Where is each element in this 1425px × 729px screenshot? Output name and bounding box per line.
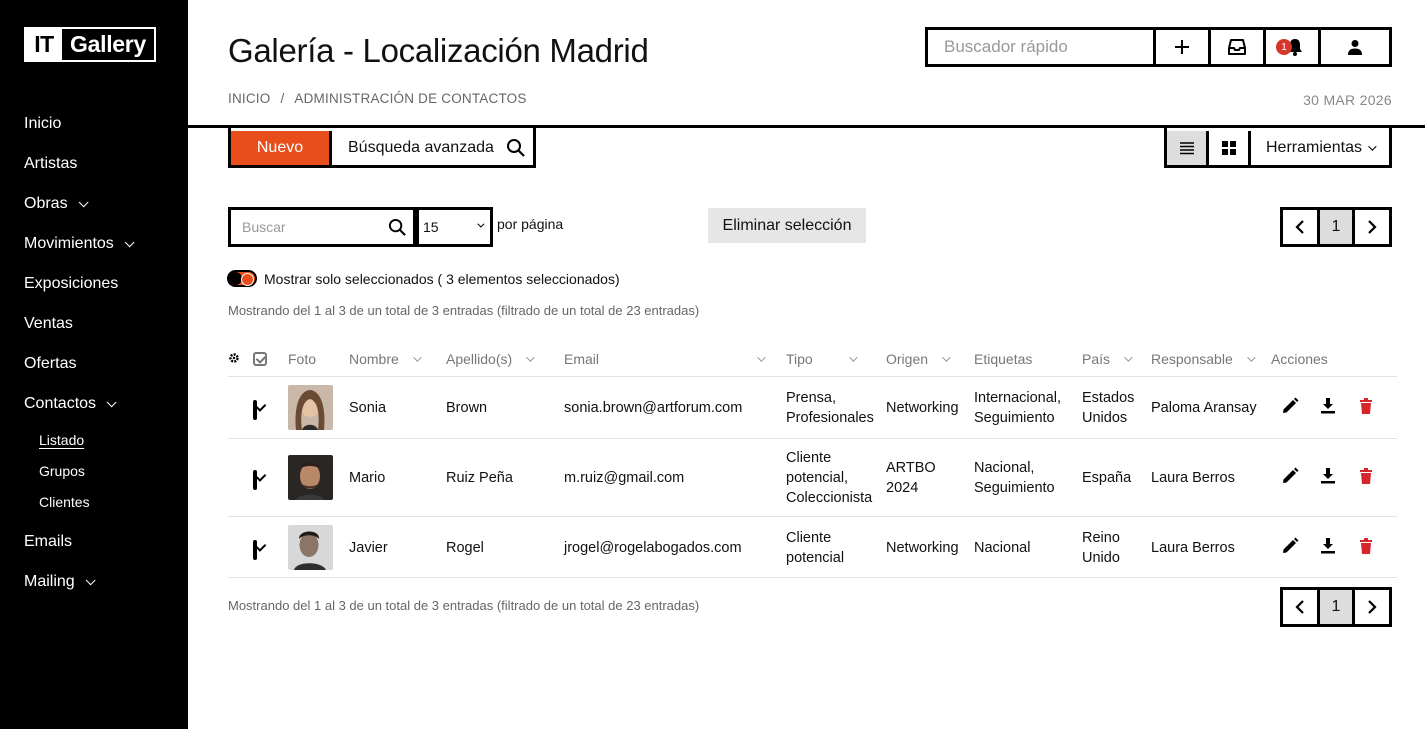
header-label: Email [564, 351, 600, 367]
column-header-origin[interactable] [886, 351, 948, 367]
sidebar-item-label: Mailing [24, 573, 75, 590]
sidebar-item-label: Inicio [24, 115, 62, 132]
column-header-type[interactable] [786, 351, 855, 367]
contact-tags [974, 458, 1055, 498]
chevron-down-icon [477, 221, 484, 228]
type-line: Prensa, [786, 390, 836, 406]
breadcrumb-current: ADMINISTRACIÓN DE CONTACTOS [294, 91, 527, 106]
contact-type [786, 448, 872, 508]
contact-name: Javier [349, 540, 388, 556]
search-icon [388, 218, 407, 237]
table-search-input[interactable] [228, 207, 416, 247]
user-menu-button[interactable] [1321, 30, 1389, 64]
sort-icon [1124, 353, 1132, 361]
header-label: Origen [886, 351, 929, 367]
table-info-top: Mostrando del 1 al 3 de un total de 3 entradas (filtrado de un total de 23 entradas) [228, 303, 700, 318]
sidebar-item-emails[interactable] [24, 522, 131, 562]
next-page-button[interactable] [1355, 590, 1389, 624]
contact-photo [288, 525, 333, 570]
prev-page-button[interactable] [1283, 210, 1317, 244]
table-row [228, 377, 1397, 439]
page-number[interactable]: 1 [1317, 210, 1355, 244]
chevron-right-icon [1367, 220, 1377, 234]
show-selected-toggle[interactable] [227, 270, 257, 287]
user-icon [1347, 39, 1363, 55]
header-label: Nombre [349, 351, 399, 367]
sidebar-item-inicio[interactable] [24, 104, 131, 144]
contact-photo [288, 385, 333, 430]
sidebar-subitem-clientes[interactable]: Clientes [39, 493, 90, 510]
column-header-tags [974, 351, 1032, 367]
contact-type [786, 388, 874, 428]
sort-icon [942, 353, 950, 361]
per-page-label: por página [497, 216, 564, 232]
column-header-country[interactable] [1082, 351, 1130, 367]
contact-owner: Paloma Aransay [1151, 400, 1257, 416]
notification-badge: 1 [1276, 39, 1292, 55]
chevron-down-icon [85, 575, 95, 585]
sidebar-item-ventas[interactable] [24, 304, 131, 344]
tools-dropdown[interactable] [1251, 131, 1389, 165]
current-date: 30 MAR 2026 [1303, 92, 1392, 108]
grid-view-button[interactable] [1209, 131, 1251, 165]
page-number[interactable]: 1 [1317, 590, 1355, 624]
sidebar-item-movimientos[interactable] [24, 224, 131, 264]
add-button[interactable] [1156, 30, 1211, 64]
edit-icon[interactable] [1281, 467, 1299, 485]
table-info-bottom: Mostrando del 1 al 3 de un total de 3 entradas (filtrado de un total de 23 entradas) [228, 598, 700, 613]
column-settings-button[interactable] [228, 352, 240, 364]
sidebar-item-label: Ofertas [24, 355, 77, 372]
type-line: Cliente [786, 530, 832, 546]
app-logo[interactable] [24, 27, 156, 62]
sort-icon [526, 353, 534, 361]
contact-origin: Networking [886, 540, 959, 556]
sidebar-item-artistas[interactable] [24, 144, 131, 184]
origin-line: 2024 [886, 480, 919, 496]
list-view-button[interactable] [1167, 131, 1209, 165]
sort-icon [1247, 353, 1255, 361]
tags-line: Nacional, [974, 460, 1035, 476]
sidebar-subitem-grupos[interactable]: Grupos [39, 462, 85, 479]
trash-icon[interactable] [1357, 397, 1375, 415]
row-checkbox[interactable] [253, 400, 257, 420]
list-icon [1179, 141, 1195, 155]
page-title: Galería - Localización Madrid [228, 32, 649, 69]
table-row [228, 517, 1397, 578]
primary-actions [228, 128, 536, 168]
contact-email[interactable]: m.ruiz@gmail.com [564, 470, 685, 486]
inbox-icon [1227, 38, 1247, 56]
contact-email[interactable]: sonia.brown@artforum.com [564, 400, 743, 416]
view-toggle-group [1164, 128, 1392, 168]
sidebar-subitem-listado[interactable]: Listado [39, 431, 85, 448]
sidebar-item-contactos[interactable] [24, 384, 131, 424]
header-label: Tipo [786, 351, 813, 367]
search-placeholder: Buscar [242, 219, 286, 235]
plus-icon [1174, 39, 1190, 55]
sidebar-item-exposiciones[interactable] [24, 264, 131, 304]
breadcrumb [228, 91, 527, 106]
row-actions [1281, 537, 1375, 555]
sidebar-submenu-contactos [24, 424, 131, 517]
checkbox-checked-icon [253, 470, 257, 490]
contact-photo [288, 455, 333, 500]
origin-line: ARTBO [886, 460, 936, 476]
country-line: Unidos [1082, 410, 1128, 426]
chevron-left-icon [1295, 600, 1305, 614]
column-header-surname[interactable] [446, 351, 532, 367]
search-icon [506, 138, 526, 158]
column-header-photo [288, 351, 316, 367]
contact-email[interactable]: jrogel@rogelabogados.com [564, 540, 742, 556]
country-line: Reino [1082, 530, 1120, 546]
row-checkbox[interactable] [253, 540, 257, 560]
trash-icon[interactable] [1357, 537, 1375, 555]
contact-type [786, 528, 844, 568]
type-line: Cliente [786, 450, 832, 466]
edit-icon[interactable] [1281, 397, 1299, 415]
download-icon[interactable] [1319, 397, 1337, 415]
download-icon[interactable] [1319, 467, 1337, 485]
sidebar-item-label: Exposiciones [24, 275, 119, 292]
show-selected-toggle-row [227, 270, 620, 287]
header-label: Acciones [1271, 351, 1328, 367]
pagination-top [1280, 207, 1392, 247]
header-label: Responsable [1151, 351, 1233, 367]
tags-line: Internacional, [974, 390, 1062, 406]
sort-icon [849, 353, 857, 361]
chevron-left-icon [1295, 220, 1305, 234]
chevron-down-icon [107, 397, 117, 407]
grid-icon [1221, 140, 1237, 156]
sidebar-item-label: Movimientos [24, 235, 114, 252]
header-label: Etiquetas [974, 351, 1033, 367]
contact-owner: Laura Berros [1151, 470, 1235, 486]
tags-line: Seguimiento [974, 480, 1055, 496]
contact-tags [974, 388, 1061, 428]
sidebar-item-label: Contactos [24, 395, 97, 412]
chevron-down-icon [78, 197, 88, 207]
tools-label: Herramientas [1265, 139, 1363, 156]
header-label: País [1082, 351, 1111, 367]
table-header [228, 342, 1397, 377]
country-line: Unido [1082, 550, 1120, 566]
contact-name: Mario [349, 470, 386, 486]
sidebar-item-mailing[interactable] [24, 562, 131, 602]
header-label: Foto [288, 351, 317, 367]
new-button[interactable]: Nuevo [231, 131, 332, 165]
chevron-right-icon [1367, 600, 1377, 614]
prev-page-button[interactable] [1283, 590, 1317, 624]
column-header-actions [1271, 351, 1328, 367]
column-header-owner[interactable] [1151, 351, 1253, 367]
per-page-select[interactable] [416, 207, 493, 247]
advanced-search-label: Búsqueda avanzada [348, 139, 494, 156]
row-actions [1281, 467, 1375, 485]
quick-search-input[interactable]: Buscador rápido [928, 30, 1156, 64]
sidebar [0, 0, 188, 729]
advanced-search-button[interactable] [332, 131, 533, 165]
gear-icon [228, 352, 240, 364]
chevron-down-icon [1368, 142, 1376, 150]
pagination-bottom [1280, 587, 1392, 627]
row-actions [1281, 397, 1375, 415]
breadcrumb-separator: / [280, 91, 285, 106]
contacts-table [228, 342, 1397, 578]
trash-icon[interactable] [1357, 467, 1375, 485]
next-page-button[interactable] [1355, 210, 1389, 244]
chevron-down-icon [124, 237, 134, 247]
checkbox-checked-icon [253, 400, 257, 420]
logo-it: IT [26, 29, 62, 60]
sidebar-item-label: Emails [24, 533, 73, 550]
select-all-checkbox[interactable] [253, 352, 267, 366]
per-page-value: 15 [423, 219, 439, 235]
sidebar-item-ofertas[interactable] [24, 344, 131, 384]
contact-surname: Ruiz Peña [446, 470, 513, 486]
checkbox-checked-icon [253, 540, 257, 560]
sidebar-item-label: Obras [24, 195, 68, 212]
row-checkbox[interactable] [253, 470, 257, 490]
inbox-button[interactable] [1211, 30, 1266, 64]
edit-icon[interactable] [1281, 537, 1299, 555]
contact-origin: Networking [886, 400, 959, 416]
sidebar-item-label: Artistas [24, 155, 78, 172]
sort-icon [757, 353, 765, 361]
table-row [228, 439, 1397, 517]
contact-country: España [1082, 470, 1132, 486]
delete-selection-button[interactable]: Eliminar selección [708, 208, 866, 243]
top-toolbar [925, 27, 1392, 67]
contact-tags: Nacional [974, 540, 1031, 556]
download-icon[interactable] [1319, 537, 1337, 555]
header-label: Apellido(s) [446, 351, 513, 367]
sort-icon [413, 353, 421, 361]
toggle-label: Mostrar solo seleccionados ( 3 elementos seleccionados) [264, 270, 620, 287]
contact-country [1082, 528, 1120, 568]
sidebar-item-label: Ventas [24, 315, 73, 332]
column-header-email[interactable] [564, 351, 763, 367]
type-line: potencial [786, 550, 845, 566]
breadcrumb-home[interactable]: INICIO [228, 91, 271, 106]
tags-line: Seguimiento [974, 410, 1055, 426]
type-line: Coleccionista [786, 490, 873, 506]
type-line: Profesionales [786, 410, 874, 426]
contact-name: Sonia [349, 400, 387, 416]
logo-gallery: Gallery [70, 31, 146, 57]
checkbox-checked-icon [253, 352, 267, 366]
contact-country [1082, 388, 1134, 428]
sidebar-nav [24, 104, 131, 602]
contact-surname: Brown [446, 400, 488, 416]
type-line: potencial, [786, 470, 849, 486]
country-line: Estados [1082, 390, 1135, 406]
contact-owner: Laura Berros [1151, 540, 1235, 556]
column-header-name[interactable] [349, 351, 419, 367]
sidebar-item-obras[interactable] [24, 184, 131, 224]
contact-surname: Rogel [446, 540, 484, 556]
notifications-button[interactable] [1266, 30, 1321, 64]
contact-origin [886, 458, 936, 498]
